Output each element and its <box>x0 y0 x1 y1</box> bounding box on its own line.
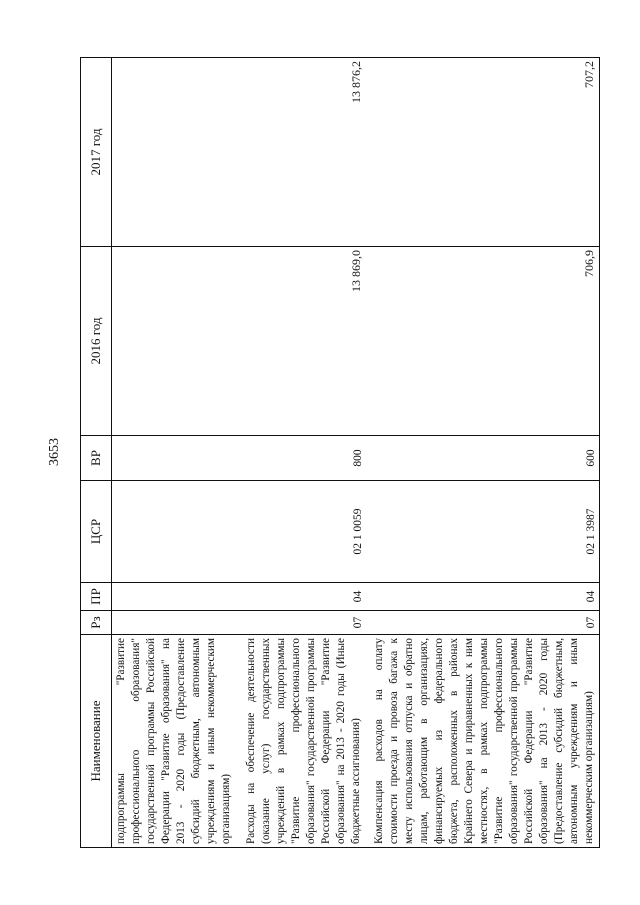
row-2017 <box>112 58 239 247</box>
row-2016: 706,9 <box>366 247 600 436</box>
budget-table <box>80 57 600 848</box>
row-2016 <box>112 247 239 436</box>
header-rz: Рз <box>81 611 112 635</box>
row-name <box>112 635 239 848</box>
row-name <box>238 635 366 848</box>
row-pr: 04 <box>238 583 366 611</box>
table-row <box>112 58 239 848</box>
table-row <box>366 58 600 848</box>
row-2017: 707,2 <box>366 58 600 247</box>
row-pr <box>112 583 239 611</box>
row-name-text: Расходы на обеспечение деятельности (оказание услуг) государственных учреждений в рамках подпрограммы "Развитие профессионального образования" государственной программы Российской Федерации "Развитие образования" на 2013 - 2020 годы (Иные бюджетные ассигнования) <box>245 638 362 844</box>
row-name-text: подпрограммы "Развитие профессионального образования" государственной программы Российской Федерации "Развитие образования" на 2013 - 2020 годы (Предоставление субсидий бюджетным, автономным учреждениям и иным некоммерческим организациям) <box>115 638 232 844</box>
row-csr: 02 1 3987 <box>366 481 600 583</box>
row-vr: 800 <box>238 436 366 481</box>
row-pr: 04 <box>366 583 600 611</box>
table-row <box>238 58 366 848</box>
row-csr: 02 1 0059 <box>238 481 366 583</box>
row-rz: 07 <box>366 611 600 635</box>
row-csr <box>112 481 239 583</box>
header-csr: ЦСР <box>81 481 112 583</box>
page-number: 3653 <box>47 438 62 466</box>
rotated-table-container <box>80 58 597 848</box>
header-2016: 2016 год <box>81 247 112 436</box>
row-name-text: Компенсация расходов на оплату стоимости проезда и провоза багажа к месту использования отпуска и обратно лицам, работающим в организациях, финансируемых из федерального бюджета, расположенных в районах Крайнего Севера и приравненных к ним местностях, в рамках подпрограммы "Развитие профессионального образования" государственной программы Российской Федерации "Развитие образования" на 2013 - 2020 годы (Предоставление субсидий бюджетным, автономным учреждениям и иным некоммерческим организациям) <box>373 638 595 844</box>
row-2016: 13 869,0 <box>238 247 366 436</box>
header-2017: 2017 год <box>81 58 112 247</box>
header-vr: ВР <box>81 436 112 481</box>
header-name: Наименование <box>81 635 112 848</box>
row-name <box>366 635 600 848</box>
row-rz: 07 <box>238 611 366 635</box>
header-pr: ПР <box>81 583 112 611</box>
row-rz <box>112 611 239 635</box>
row-vr <box>112 436 239 481</box>
row-2017: 13 876,2 <box>238 58 366 247</box>
table-header-row <box>81 58 112 848</box>
row-vr: 600 <box>366 436 600 481</box>
